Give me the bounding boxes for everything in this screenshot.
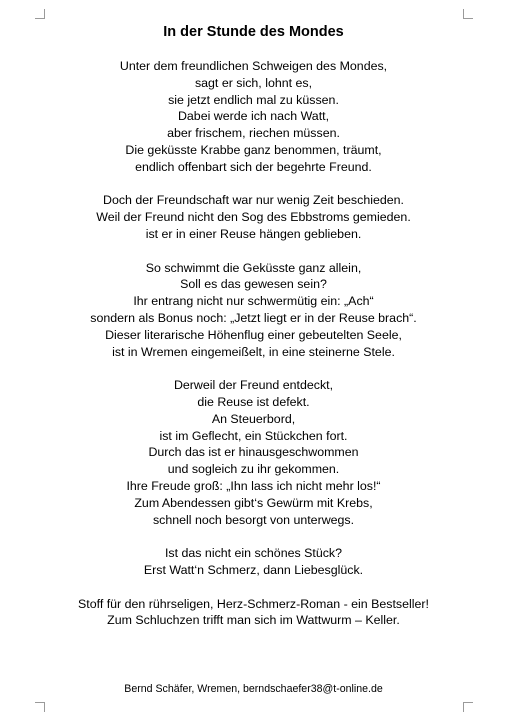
- poem-line: Durch das ist er hinausgeschwommen: [148, 445, 359, 460]
- poem-line: Soll es das gewesen sein?: [180, 277, 327, 292]
- stanza-spacer: [0, 360, 507, 377]
- poem-line: die Reuse ist defekt.: [197, 394, 310, 409]
- poem-body[interactable]: [0, 58, 507, 629]
- stanza-spacer: [0, 579, 507, 596]
- poem-line: Dieser literarische Höhenflug einer gebeutelten Seele,: [105, 327, 402, 342]
- poem-line: Erst Watt‘n Schmerz, dann Liebesglück.: [143, 562, 364, 577]
- poem-line: So schwimmt die Geküsste ganz allein,: [145, 260, 362, 275]
- poem-line: sagt er sich, lohnt es,: [194, 75, 313, 90]
- poem-line: Ihre Freude groß: „Ihn lass ich nicht mehr los!“: [126, 478, 381, 493]
- poem-title: In der Stunde des Mondes: [163, 24, 344, 40]
- poem-line: endlich offenbart sich der begehrte Freund.: [135, 159, 372, 174]
- poem-line: Die geküsste Krabbe ganz benommen, träumt,: [125, 142, 382, 157]
- poem-line: sie jetzt endlich mal zu küssen.: [168, 92, 339, 107]
- page-corner-mark-bottom-right: [463, 702, 473, 712]
- poem-line: Ihr entrang nicht nur schwermütig ein: „Ach“: [133, 294, 374, 309]
- poem-line: Zum Schluchzen trifft man sich im Wattwurm – Keller.: [107, 613, 400, 628]
- stanza: [0, 58, 507, 176]
- poem-line: ist im Geflecht, ein Stückchen fort.: [159, 428, 348, 443]
- page-corner-mark-top-right: [463, 9, 473, 19]
- stanza: [0, 260, 507, 361]
- poem-line: Zum Abendessen gibt‘s Gewürm mit Krebs,: [134, 495, 373, 510]
- poem-line: schnell noch besorgt von unterwegs.: [152, 512, 355, 527]
- author-footer: Bernd Schäfer, Wremen, berndschaefer38@t-online.de: [124, 683, 383, 695]
- stanza: [0, 377, 507, 528]
- poem-line: Stoff für den rührseligen, Herz-Schmerz-Roman - ein Bestseller!: [78, 596, 429, 611]
- page-corner-mark-top-left: [35, 9, 45, 19]
- page-corner-mark-bottom-left: [35, 702, 45, 712]
- poem-line: Derweil der Freund entdeckt,: [173, 378, 334, 393]
- stanza: [0, 596, 507, 630]
- stanza-spacer: [0, 176, 507, 193]
- stanza: [0, 545, 507, 579]
- stanza: [0, 192, 507, 242]
- poem-line: Doch der Freundschaft war nur wenig Zeit beschieden.: [103, 193, 404, 208]
- poem-line: ist in Wremen eingemeißelt, in eine steinerne Stele.: [112, 344, 395, 359]
- poem-line: An Steuerbord,: [211, 411, 296, 426]
- stanza-spacer: [0, 528, 507, 545]
- poem-line: Weil der Freund nicht den Sog des Ebbstroms gemieden.: [96, 210, 411, 225]
- poem-line: ist er in einer Reuse hängen geblieben.: [145, 226, 362, 241]
- poem-line: Unter dem freundlichen Schweigen des Mondes,: [119, 59, 388, 73]
- poem-line: und sogleich zu ihr gekommen.: [167, 462, 340, 477]
- stanza-spacer: [0, 243, 507, 260]
- poem-line: Dabei werde ich nach Watt,: [177, 109, 330, 124]
- poem-line: Ist das nicht ein schönes Stück?: [164, 546, 342, 561]
- poem-line: aber frischem, riechen müssen.: [167, 126, 340, 141]
- poem-line: sondern als Bonus noch: „Jetzt liegt er in der Reuse brach“.: [90, 310, 417, 325]
